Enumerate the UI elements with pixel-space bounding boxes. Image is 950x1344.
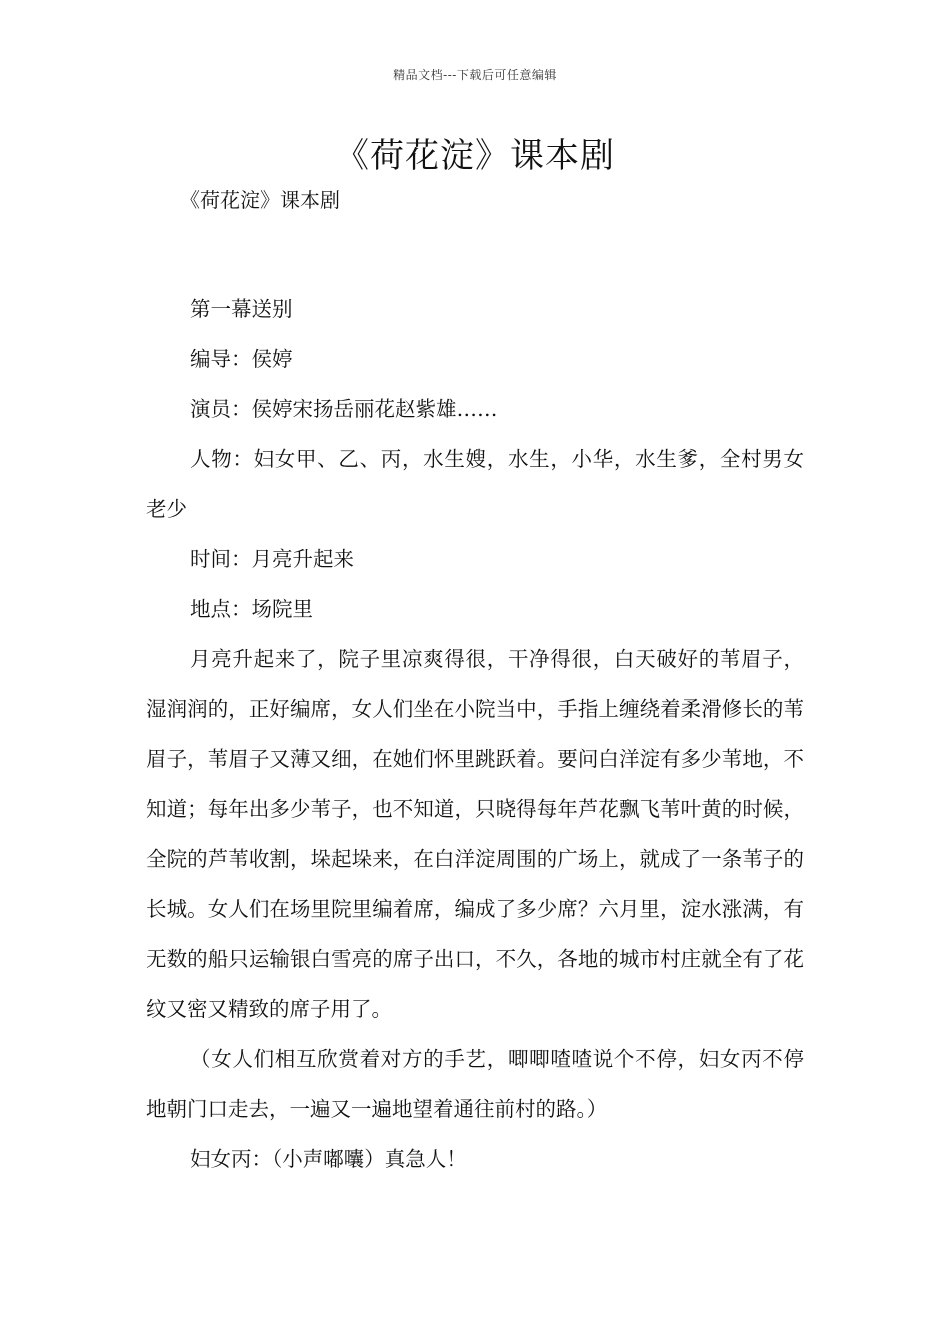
page-header: 精品文档---下载后可任意编辑 <box>393 68 557 82</box>
cast-line: 演员：侯婷宋扬岳丽花赵紫雄…… <box>190 397 498 421</box>
narration-paragraph: 月亮升起来了，院子里凉爽得很，干净得很，白天破好的苇眉子，湿润润的，正好编席，女人们坐在小院当中，手指上缠绕着柔滑修长的苇眉子，苇眉子又薄又细，在她们怀里跳跃着。要问白洋淀有多少苇地，不知道；每年出多少苇子，也不知道，只晓得每年芦花飘飞苇叶黄的时候，全院的芦苇收割，垛起垛来，在白洋淀周围的广场上，就成了一条苇子的长城。女人们在场里院里编着席，编成了多少席？六月里，淀水涨满，有无数的船只运输银白雪亮的席子出口，不久，各地的城市村庄就全有了花纹又密又精致的席子用了。 <box>146 647 804 1021</box>
document-body <box>146 284 804 1184</box>
document-title: 《荷花淀》课本剧 <box>335 136 615 176</box>
characters-line: 人物：妇女甲、乙、丙，水生嫂，水生，小华，水生爹，全村男女老少 <box>146 447 804 521</box>
stage-direction: （女人们相互欣赏着对方的手艺，唧唧喳喳说个不停，妇女丙不停地朝门口走去，一遍又一遍地望着通往前村的路。） <box>146 1047 804 1121</box>
act-heading: 第一幕送别 <box>190 297 293 321</box>
dialogue-line: 妇女丙：（小声嘟囔）真急人！ <box>190 1147 467 1171</box>
document-subtitle: 《荷花淀》课本剧 <box>180 188 340 212</box>
director-line: 编导：侯婷 <box>190 347 293 371</box>
time-line: 时间：月亮升起来 <box>190 547 354 571</box>
location-line: 地点：场院里 <box>190 597 313 621</box>
